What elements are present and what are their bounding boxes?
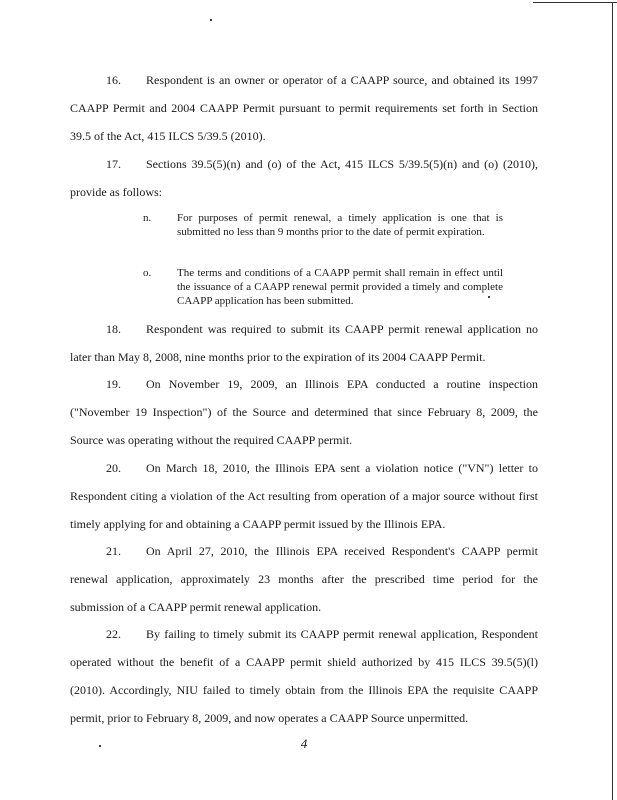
paragraph-20: 20. On March 18, 2010, the Illinois EPA sent a violation notice ("VN") letter to Respondent citing a violation of the Act resulting from operation of a major source without first timely applying for and obtaining a CAAPP permit issued by the Illinois EPA. <box>70 454 538 538</box>
paragraph-number: 17. <box>106 157 121 171</box>
page-number: 4 <box>300 736 308 751</box>
paragraph-19: 19. On November 19, 2009, an Illinois EPA conducted a routine inspection ("November 19 Inspection") of the Source and determined that since February 8, 2009, the Source was operating without the required CAAPP permit. <box>70 370 538 454</box>
paragraph-number: 18. <box>106 322 121 336</box>
paragraph-16: 16. Respondent is an owner or operator of a CAAPP source, and obtained its 1997 CAAPP Permit and 2004 CAAPP Permit pursuant to permit requirements set forth in Section 39.5 of the Act, 415 ILCS 5/39.5 (2010). <box>70 66 538 150</box>
subsection-text: For purposes of permit renewal, a timely application is one that is submitted no less than 9 months prior to the date of permit expiration. <box>177 212 503 238</box>
scan-speck <box>99 745 101 747</box>
subsection-n <box>143 211 508 255</box>
paragraph-22: 22. By failing to timely submit its CAAPP permit renewal application, Respondent operated without the benefit of a CAAPP permit shield authorized by 415 ILCS 39.5(5)(l) (2010). Accordingly, NIU failed to timely obtain from the Illinois EPA the requisite CAAPP permit, prior to February 8, 2009, and now operates a CAAPP Source unpermitted. <box>70 620 538 732</box>
paragraph-18: 18. Respondent was required to submit its CAAPP permit renewal application no later than May 8, 2008, nine months prior to the expiration of its 2004 CAAPP Permit. <box>70 315 538 371</box>
scan-speck <box>210 19 212 21</box>
subsection-letter: n. <box>143 212 152 224</box>
subsection-o <box>143 266 508 310</box>
paragraph-number: 19. <box>106 377 121 391</box>
paragraph-number: 21. <box>106 544 121 558</box>
paragraph-number: 20. <box>106 461 121 475</box>
paragraph-21: 21. On April 27, 2010, the Illinois EPA received Respondent's CAAPP permit renewal application, approximately 23 months after the prescribed time period for the submission of a CAAPP permit renewal application. <box>70 537 538 621</box>
paragraph-number: 16. <box>106 73 121 87</box>
scan-border-top <box>533 2 617 3</box>
scan-border-right <box>612 2 613 800</box>
subsection-letter: o. <box>143 267 152 279</box>
paragraph-number: 22. <box>106 627 121 641</box>
subsection-text: The terms and conditions of a CAAPP permit shall remain in effect until the issuance of a CAAPP renewal permit provided a timely and complete CAAPP application has been submitted. <box>177 267 503 307</box>
paragraph-17: 17. Sections 39.5(5)(n) and (o) of the Act, 415 ILCS 5/39.5(5)(n) and (o) (2010), provide as follows: <box>70 150 538 206</box>
